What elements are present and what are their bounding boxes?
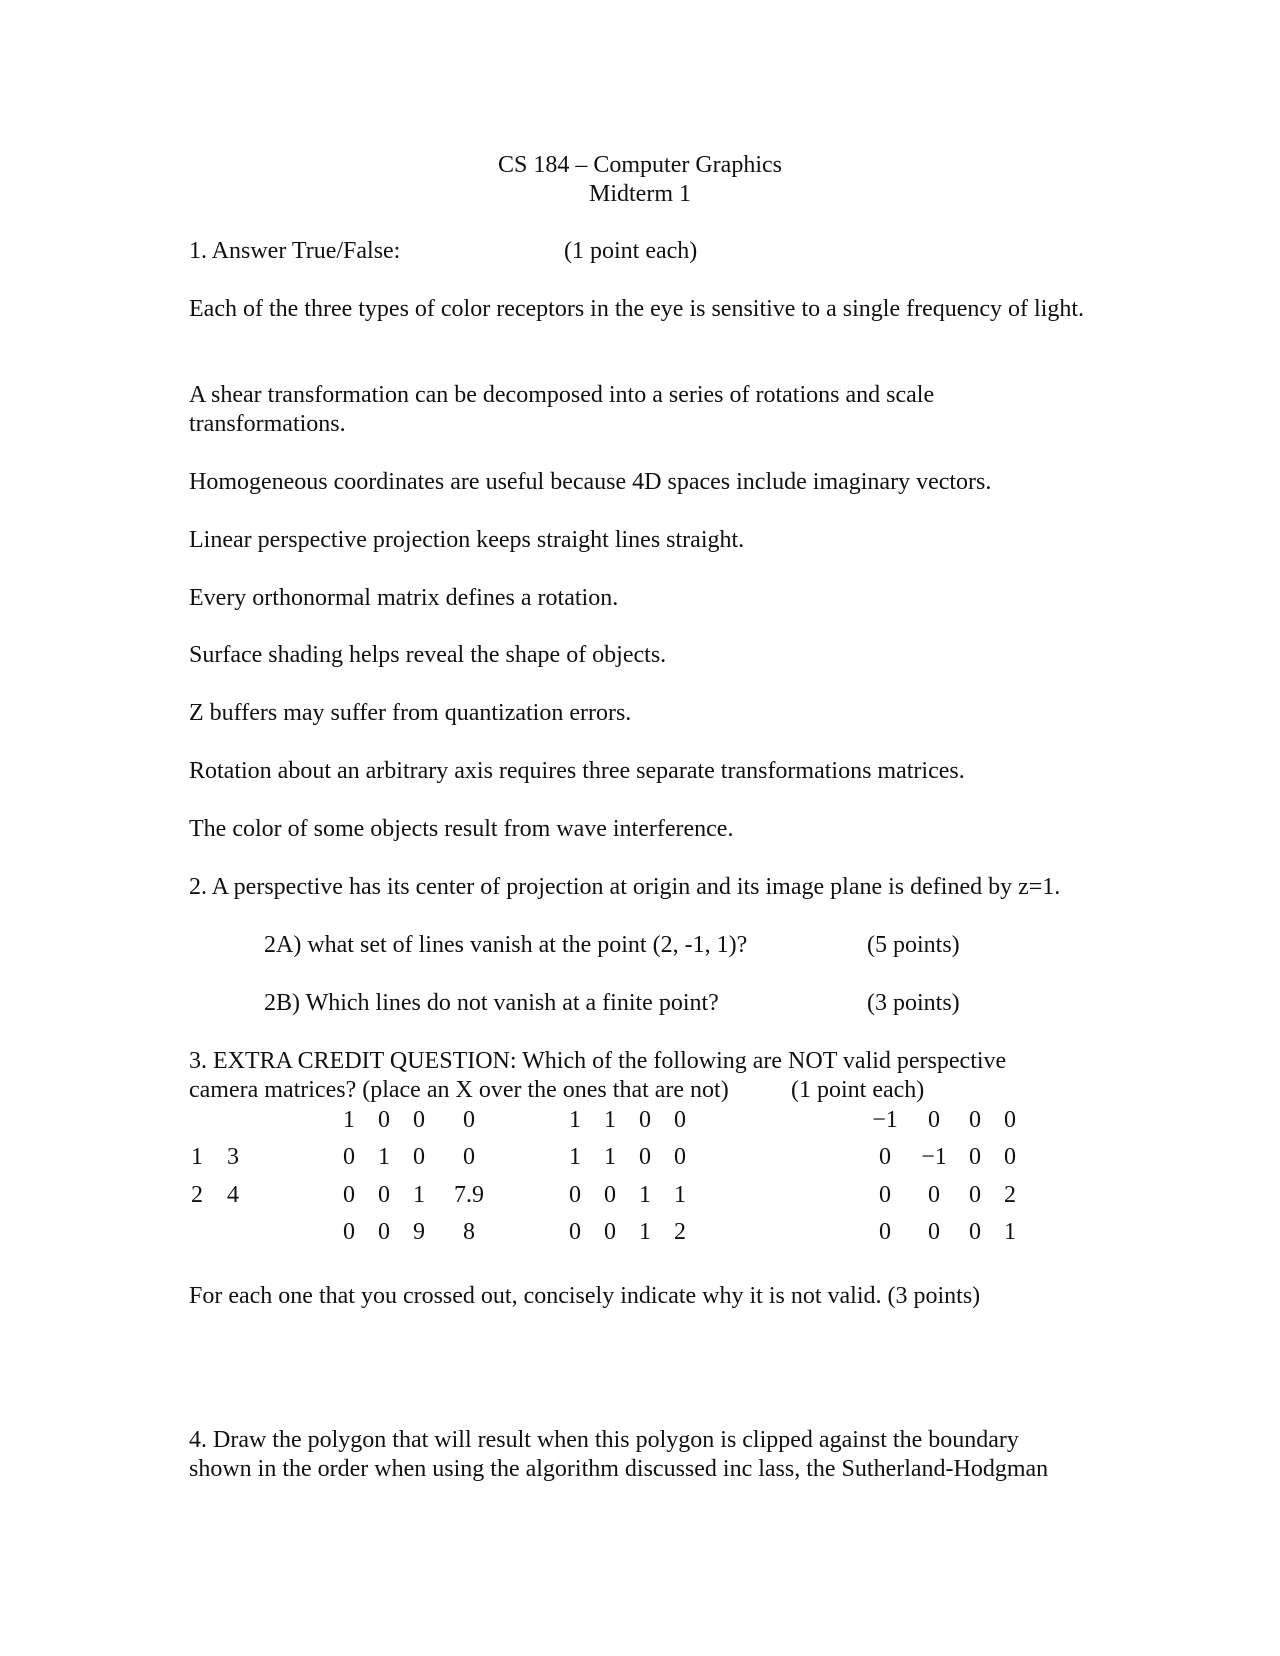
tf-statement: Every orthonormal matrix defines a rotation. [189,585,619,611]
matrix-cell: 9 [413,1219,425,1245]
matrix-cell: 1 [343,1107,355,1133]
tf-statement: Z buffers may suffer from quantization errors. [189,700,632,726]
matrix-cell: 1 [674,1182,686,1208]
matrix-cell: 0 [569,1219,581,1245]
tf-statement: A shear transformation can be decomposed into a series of rotations and scale transformations. [189,382,935,437]
tf-statement: Each of the three types of color receptors in the eye is sensitive to a single frequency of light. [189,296,1085,322]
legend-cell: 2 [191,1182,203,1208]
q3-followup: For each one that you crossed out, concisely indicate why it is not valid. (3 points) [189,1283,981,1309]
matrix-cell: 0 [343,1219,355,1245]
q3-line2: camera matrices? (place an X over the ones that are not) [189,1077,729,1103]
matrix-cell: 0 [413,1107,425,1133]
matrix-cell: 0 [969,1182,981,1208]
matrix-cell: 0 [569,1182,581,1208]
legend-cell: 4 [227,1182,239,1208]
tf-statement: Homogeneous coordinates are useful because 4D spaces include imaginary vectors. [189,469,992,495]
legend-cell: 3 [227,1144,239,1170]
matrix-cell: 1 [639,1182,651,1208]
matrix-cell: 1 [569,1144,581,1170]
q4-line2: shown in the order when using the algorithm discussed inc lass, the Sutherland-Hodgman [189,1456,1049,1482]
tf-statement: Rotation about an arbitrary axis requires three separate transformations matrices. [189,758,965,784]
matrix-cell: 0 [928,1107,940,1133]
matrix-cell: 0 [674,1107,686,1133]
matrix-cell: 0 [879,1182,891,1208]
matrix-cell: 0 [969,1144,981,1170]
matrix-cell: 2 [674,1219,686,1245]
q1-points: (1 point each) [564,238,698,264]
matrix-cell: 0 [928,1219,940,1245]
matrix-cell: 8 [463,1219,475,1245]
tf-statement: Linear perspective projection keeps straight lines straight. [189,527,745,553]
matrix-cell: 0 [463,1107,475,1133]
matrix-cell: 0 [343,1182,355,1208]
q2-text: 2. A perspective has its center of projection at origin and its image plane is defined by z=1. [189,874,1061,900]
tf-statement: Surface shading helps reveal the shape of objects. [189,642,667,668]
course-title: CS 184 – Computer Graphics [498,152,782,178]
q2b-points: (3 points) [867,990,960,1016]
matrix-cell: 0 [378,1182,390,1208]
matrix-cell: 0 [674,1144,686,1170]
q2a-points: (5 points) [867,932,960,958]
matrix-cell: −1 [921,1144,947,1170]
matrix-cell: 0 [343,1144,355,1170]
matrix-cell: 0 [1004,1107,1016,1133]
matrix-cell: 1 [639,1219,651,1245]
matrix-cell: 0 [1004,1144,1016,1170]
matrix-cell: 0 [378,1219,390,1245]
matrix-cell: 0 [604,1219,616,1245]
q2b-text: 2B) Which lines do not vanish at a finite point? [264,990,719,1016]
matrix-cell: 0 [928,1182,940,1208]
q2a-text: 2A) what set of lines vanish at the point (2, -1, 1)? [264,932,748,958]
q1-heading: 1. Answer True/False: [189,238,401,264]
matrix-cell: 0 [639,1144,651,1170]
matrix-cell: 1 [413,1182,425,1208]
matrix-cell: 0 [879,1144,891,1170]
q3-points: (1 point each) [791,1077,925,1103]
matrix-cell: 1 [604,1107,616,1133]
matrix-cell: 0 [639,1107,651,1133]
q3-line1: 3. EXTRA CREDIT QUESTION: Which of the following are NOT valid perspective [189,1048,1007,1074]
matrix-cell: 0 [969,1107,981,1133]
matrix-cell: 0 [969,1219,981,1245]
matrix-cell: 1 [569,1107,581,1133]
matrix-cell: 1 [378,1144,390,1170]
matrix-cell: 0 [879,1219,891,1245]
matrix-cell: 1 [1004,1219,1016,1245]
q4-line1: 4. Draw the polygon that will result when this polygon is clipped against the boundary [189,1427,1019,1453]
tf-statement: The color of some objects result from wave interference. [189,816,734,842]
matrix-cell: 0 [463,1144,475,1170]
matrix-cell: 7.9 [454,1182,484,1208]
exam-title: Midterm 1 [589,181,691,207]
matrix-cell: 0 [378,1107,390,1133]
legend-cell: 1 [191,1144,203,1170]
matrix-cell: 0 [413,1144,425,1170]
matrix-cell: 2 [1004,1182,1016,1208]
matrix-cell: −1 [872,1107,898,1133]
matrix-cell: 1 [604,1144,616,1170]
matrix-cell: 0 [604,1182,616,1208]
